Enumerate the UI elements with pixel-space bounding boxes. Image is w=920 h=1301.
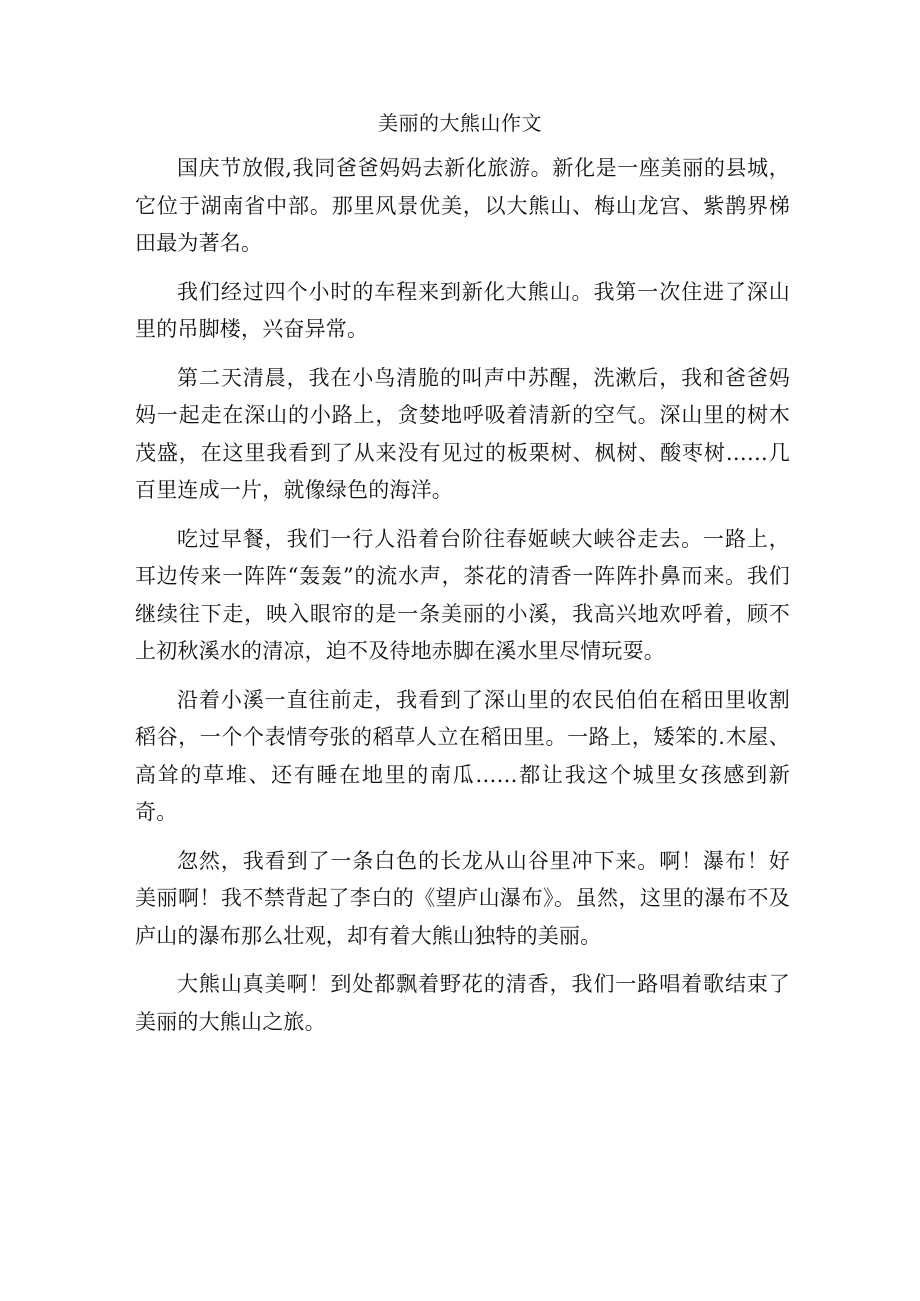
document-title: 美丽的大熊山作文	[378, 111, 542, 135]
document-body	[135, 150, 790, 1052]
paragraph-1: 国庆节放假,我同爸爸妈妈去新化旅游。新化是一座美丽的县城，它位于湖南省中部。那里风景优美，以大熊山、梅山龙宫、紫鹊界梯田最为著名。	[135, 156, 790, 255]
paragraph-6: 忽然，我看到了一条白色的长龙从山谷里冲下来。啊！瀑布！好美丽啊！我不禁背起了李白的《望庐山瀑布》。虽然，这里的瀑布不及庐山的瀑布那么壮观，却有着大熊山独特的美丽。	[135, 848, 790, 948]
paragraph-5: 沿着小溪一直往前走，我看到了深山里的农民伯伯在稻田里收割稻谷，一个个表情夸张的稻草人立在稻田里。一路上，矮笨的.木屋、高耸的草堆、还有睡在地里的南瓜……都让我这个城里女孩感到新奇。	[135, 687, 790, 824]
paragraph-3: 第二天清晨，我在小鸟清脆的叫声中苏醒，洗漱后，我和爸爸妈妈一起走在深山的小路上，贪婪地呼吸着清新的空气。深山里的树木茂盛，在这里我看到了从来没有见过的板栗树、枫树、酸枣树……几百里连成一片，就像绿色的海洋。	[135, 365, 790, 502]
paragraph-4: 吃过早餐，我们一行人沿着台阶往春姬峡大峡谷走去。一路上，耳边传来一阵阵“轰轰”的流水声，茶花的清香一阵阵扑鼻而来。我们继续往下走，映入眼帘的是一条美丽的小溪，我高兴地欢呼着，顾不上初秋溪水的清凉，迫不及待地赤脚在溪水里尽情玩耍。	[135, 526, 790, 663]
paragraph-7: 大熊山真美啊！到处都飘着野花的清香，我们一路唱着歌结束了美丽的大熊山之旅。	[135, 972, 790, 1034]
paragraph-2: 我们经过四个小时的车程来到新化大熊山。我第一次住进了深山里的吊脚楼，兴奋异常。	[135, 279, 790, 341]
